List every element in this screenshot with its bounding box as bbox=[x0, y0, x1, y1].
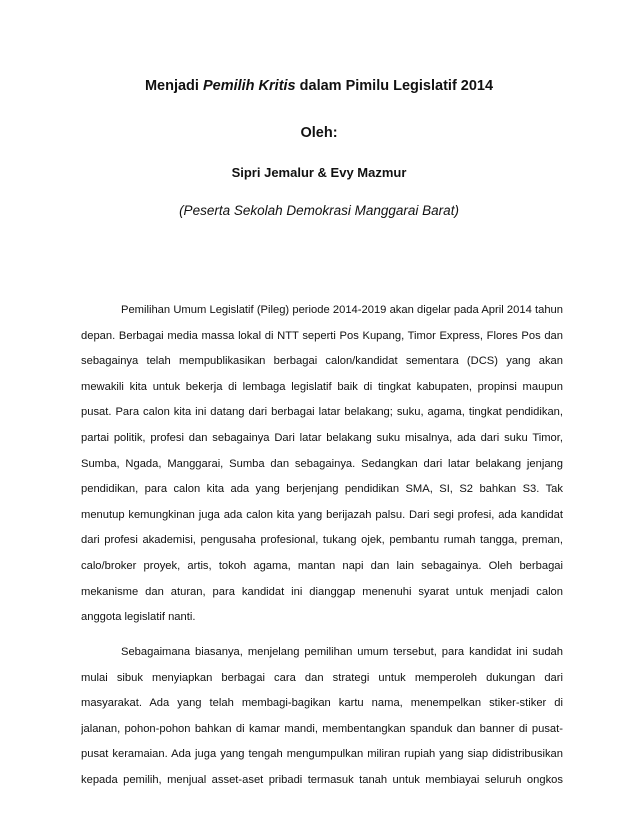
paragraph-line: Pemilihan Umum Legislatif (Pileg) periode 2014-2019 akan digelar pada April 2014 tahun bbox=[121, 304, 563, 316]
paragraph-line: sebagainya telah mempublikasikan berbagai calon/kandidat sementara (DCS) yang akan bbox=[81, 355, 563, 368]
paragraph-line: anggota legislatif nanti. bbox=[81, 611, 196, 624]
by-label: Oleh: bbox=[300, 125, 338, 141]
paragraph-line: Sebagaimana biasanya, menjelang pemilihan umum tersebut, para kandidat ini sudah bbox=[121, 646, 563, 658]
paragraph-line: pusat keramaian. Ada juga yang tengah mengumpulkan miliran rupiah yang siap didistribusikan bbox=[81, 748, 563, 761]
paragraph-line: mewakili kita untuk bekerja di lembaga legislatif baik di tingkat kabupaten, propinsi maupun bbox=[81, 380, 563, 393]
paragraph-line: partai politik, profesi dan sebagainya Dari latar belakang suku misalnya, ada dari suku Timor, bbox=[81, 431, 563, 444]
paragraph-line: masyarakat. Ada yang telah membagi-bagikan kartu nama, menempelkan stiker-stiker di bbox=[81, 697, 563, 710]
document-title bbox=[0, 77, 638, 95]
paragraph-line: mekanisme dan aturan, para kandidat ini dianggap menenuhi syarat untuk menjadi calon bbox=[81, 585, 563, 598]
paragraph-line: kepada pemilih, menjual asset-aset pribadi termasuk tanah untuk membiayai seluruh ongkos bbox=[81, 773, 563, 786]
title-suffix: dalam Pimilu Legislatif 2014 bbox=[295, 78, 494, 94]
title-italic: Pemilih Kritis bbox=[202, 78, 296, 94]
paragraph-1 bbox=[81, 298, 563, 631]
authors: Sipri Jemalur & Evy Mazmur bbox=[231, 165, 407, 180]
paragraph-2 bbox=[81, 640, 563, 794]
paragraph-line: pendidikan, para calon kita ada yang berjenjang pendidikan SMA, SI, S2 bahkan S3. Tak bbox=[81, 483, 563, 496]
title-prefix: Menjadi bbox=[144, 78, 203, 94]
paragraph-line: dari profesi akademisi, pengusaha profesional, tukang ojek, pembantu rumah tangga, preman, bbox=[81, 534, 563, 547]
paragraph-line: calo/broker proyek, artis, tokoh agama, mantan napi dan lain sebagainya. Oleh berbagai bbox=[81, 559, 563, 572]
paragraph-line: mulai sibuk menyiapkan berbagai cara dan strategi untuk memperoleh dukungan dari bbox=[81, 671, 563, 684]
affiliation: (Peserta Sekolah Demokrasi Manggarai Barat) bbox=[179, 203, 459, 218]
paragraph-line: menutup kemungkinan juga ada calon kita yang berijazah palsu. Dari segi profesi, ada kandidat bbox=[81, 508, 563, 521]
paragraph-line: depan. Berbagai media massa lokal di NTT seperti Pos Kupang, Timor Express, Flores Pos dan bbox=[81, 329, 563, 342]
paragraph-line: Sumba, Ngada, Manggarai, Sumba dan sebagainya. Sedangkan dari latar belakang jenjang bbox=[81, 457, 563, 470]
paragraph-line: jalanan, pohon-pohon bahkan di kamar mandi, membentangkan spanduk dan banner di pusat- bbox=[81, 722, 563, 735]
paragraph-line: pusat. Para calon kita ini datang dari berbagai latar belakang; suku, agama, tingkat pendidikan, bbox=[81, 406, 563, 419]
